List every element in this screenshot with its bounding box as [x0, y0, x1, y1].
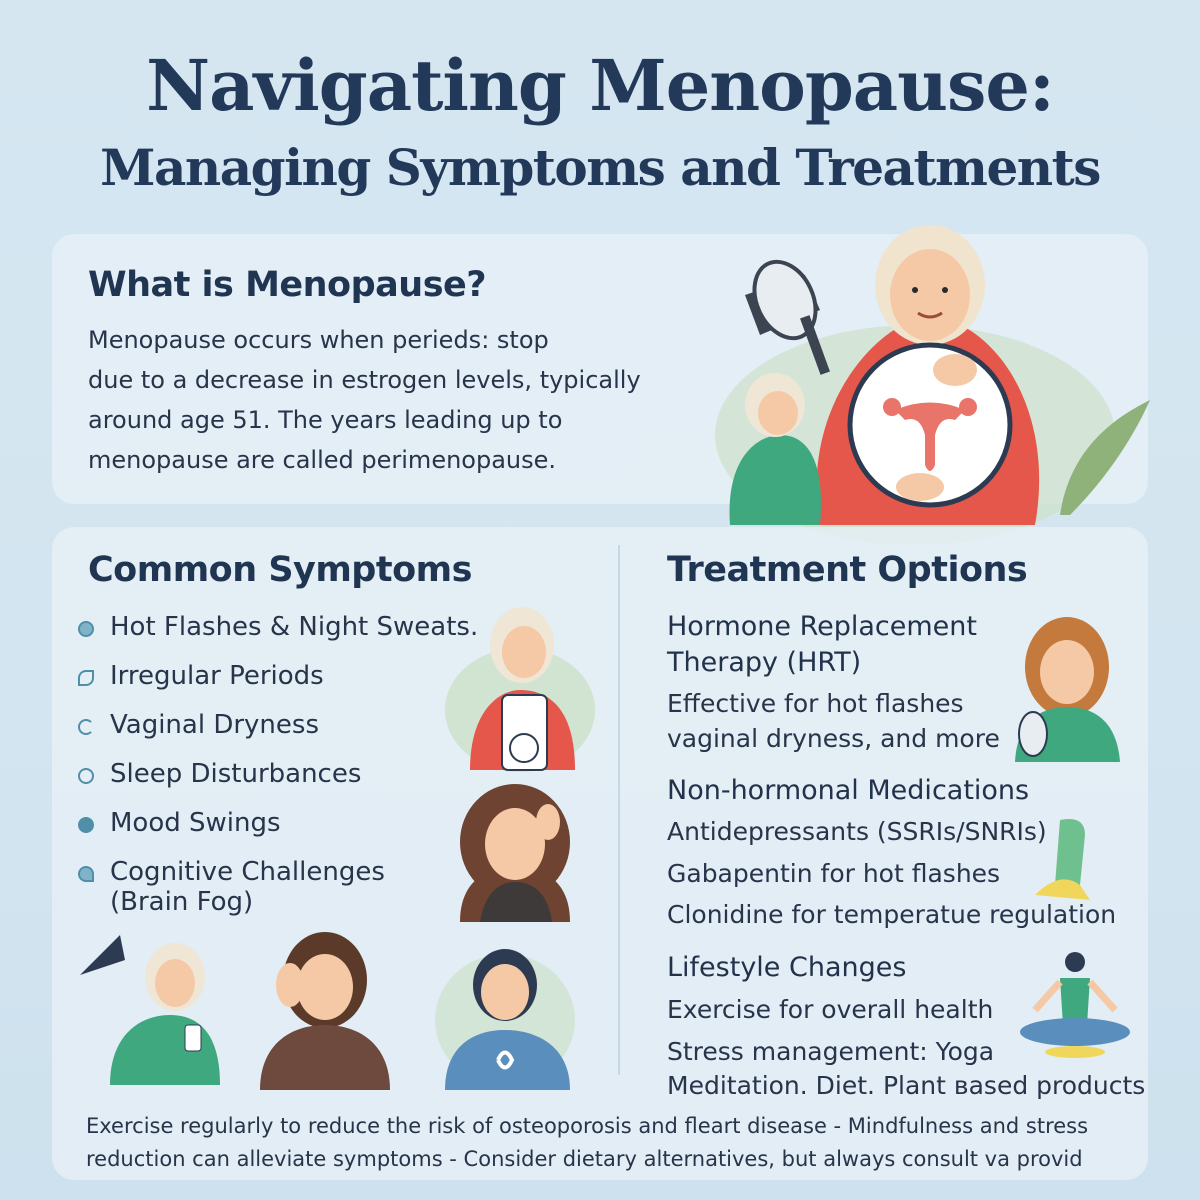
- what-is-line: around age 51. The years leading up to: [88, 406, 563, 434]
- leaf-icon: [78, 670, 94, 686]
- nonhormonal-title: Non-hormonal Medications: [667, 775, 1030, 806]
- treatments-heading: Treatment Options: [667, 550, 1028, 590]
- pill-bottle-illustration: [1030, 815, 1110, 900]
- symptom-item: [78, 857, 385, 917]
- hrt-desc-line1: Effective for hot flashes: [667, 689, 964, 718]
- circle-icon: [78, 817, 94, 833]
- what-is-line: due to a decrease in estrogen levels, typically: [88, 366, 641, 394]
- woman-pill-illustration: [1005, 612, 1125, 762]
- woman-stressed-illustration: [255, 925, 395, 1090]
- symptom-item: [78, 661, 324, 691]
- hrt-title-line1: Hormone Replacement: [667, 611, 977, 642]
- woman-uterus-illustration: [700, 215, 1160, 525]
- symptom-label: Vaginal Dryness: [110, 710, 319, 740]
- nonhormonal-item: Gabapentin for hot flashes: [667, 859, 1001, 888]
- bulb-icon: [78, 768, 94, 784]
- brain-icon: [78, 866, 94, 882]
- woman-meditating-illustration: [430, 930, 580, 1090]
- symptom-label: Mood Swings: [110, 808, 281, 838]
- section-divider: [618, 545, 620, 1075]
- what-is-line: menopause are called perimenopause.: [88, 446, 557, 474]
- page-subtitle: Managing Symptoms and Treatments: [100, 138, 1100, 197]
- woman-phone-illustration: [80, 935, 230, 1085]
- lifestyle-item: Stress management: Yoga: [667, 1037, 995, 1066]
- lifestyle-item: Exercise for overall health: [667, 995, 994, 1024]
- yoga-illustration: [1015, 950, 1140, 1065]
- pill-pack-icon: [1019, 712, 1047, 756]
- symptom-label: Hot Flashes & Night Sweats.: [110, 612, 479, 642]
- symptom-label: Irregular Periods: [110, 661, 324, 691]
- footer-note: [86, 1110, 1146, 1176]
- symptom-item: [78, 710, 319, 740]
- footer-line: reduction can alleviate symptoms - Consider dietary alternatives, but always consult va provid: [86, 1147, 1083, 1171]
- page-title: Navigating Menopause:: [146, 44, 1054, 127]
- moon-icon: [78, 719, 94, 735]
- what-is-line: Menopause occurs when periеds: stop: [88, 326, 549, 354]
- what-is-heading: What is Menopause?: [88, 265, 487, 305]
- symptom-label: Cognitive Challenges: [110, 857, 385, 887]
- symptom-item: [78, 612, 478, 642]
- hairdryer-icon: [80, 935, 125, 975]
- footer-line: Exercise regularly to reduce the risk of osteoporosis and fleart disease - Mindfulness and stress: [86, 1114, 1089, 1138]
- lifestyle-title: Lifestyle Changes: [667, 952, 907, 983]
- symptoms-heading: Common Symptoms: [88, 550, 472, 590]
- nonhormonal-item: Clonidine for temperatue regulation: [667, 900, 1117, 929]
- nonhormonal-item: Antidepressants (SSRIs/SNRIs): [667, 817, 1047, 846]
- hrt-title-line2: Therapy (HRT): [667, 647, 862, 678]
- heat-icon: [78, 621, 94, 637]
- symptom-item: [78, 759, 361, 789]
- symptom-item: [78, 808, 281, 838]
- phone-icon: [185, 1025, 201, 1051]
- woman-headache-illustration: [440, 782, 585, 922]
- what-is-body: [88, 320, 641, 480]
- lifestyle-item: Meditation. Diet. Plant вased products: [667, 1071, 1146, 1100]
- hrt-desc-line2: vaginal dryness, and more: [667, 724, 1000, 753]
- symptom-label-secondary: (Brain Fog): [110, 887, 254, 917]
- symptom-label: Sleep Disturbances: [110, 759, 362, 789]
- woman-hot-flash-illustration: [440, 600, 600, 775]
